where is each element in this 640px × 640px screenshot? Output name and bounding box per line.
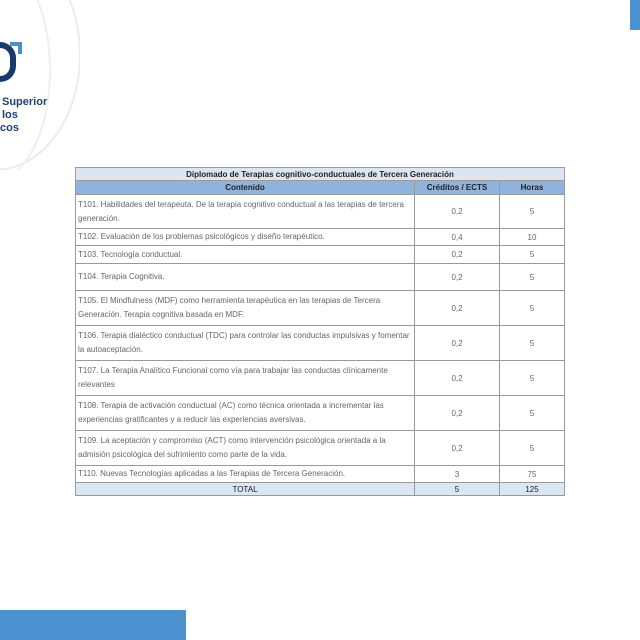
row-content: T106. Terapia dialéctico conductual (TDC) para controlar las conductas impulsivas y fomentar la autoaceptación. xyxy=(76,326,415,361)
row-credits: 0,2 xyxy=(415,396,500,431)
row-content: T107. La Terapia Analítico Funcional como vía para trabajar las conductas clínicamente relevantes xyxy=(76,361,415,396)
table-row xyxy=(76,291,565,326)
row-hours: 5 xyxy=(500,396,565,431)
footer-accent-bar xyxy=(0,610,186,640)
table-row xyxy=(76,229,565,246)
course-table xyxy=(75,167,565,496)
row-credits: 3 xyxy=(415,466,500,483)
logo-line: los xyxy=(2,109,18,121)
row-content: T109. La aceptación y compromiso (ACT) como intervención psicológica orientada a la admisión psicológica del sufrimiento como parte de la vida. xyxy=(76,431,415,466)
row-hours: 5 xyxy=(500,361,565,396)
row-content: T101. Habilidades del terapeuta. De la terapia cognitivo conductual a las terapias de tercera generación. xyxy=(76,195,415,229)
row-hours: 5 xyxy=(500,431,565,466)
header-content: Contenido xyxy=(76,181,415,195)
table-row xyxy=(76,361,565,396)
row-credits: 0,2 xyxy=(415,431,500,466)
row-content: T102. Evaluación de los problemas psicológicos y diseño terapéutico. xyxy=(76,229,415,246)
row-credits: 0,2 xyxy=(415,326,500,361)
total-credits: 5 xyxy=(415,483,500,496)
row-content: T103. Tecnología conductual. xyxy=(76,246,415,264)
row-hours: 75 xyxy=(500,466,565,483)
row-content: T108. Terapia de activación conductual (AC) como técnica orientada a incrementar las experiencias gratificantes y a reducir las experiencias aversivas. xyxy=(76,396,415,431)
table-row xyxy=(76,326,565,361)
table-row xyxy=(76,195,565,229)
table-title: Diplomado de Terapias cognitivo-conductuales de Tercera Generación xyxy=(76,168,565,181)
table-row xyxy=(76,466,565,483)
table-row xyxy=(76,396,565,431)
header-hours: Horas xyxy=(500,181,565,195)
logo-corner-icon xyxy=(10,42,22,54)
row-credits: 0,2 xyxy=(415,246,500,264)
total-hours: 125 xyxy=(500,483,565,496)
logo-line: Superior xyxy=(2,96,48,108)
row-credits: 0,2 xyxy=(415,195,500,229)
row-content: T110. Nuevas Tecnologías aplicadas a las Terapias de Tercera Generación. xyxy=(76,466,415,483)
row-credits: 0,2 xyxy=(415,264,500,291)
globe-decoration xyxy=(0,0,80,170)
row-hours: 5 xyxy=(500,195,565,229)
logo-line: cos xyxy=(0,122,19,134)
row-content: T105. El Mindfulness (MDF) como herramienta terapéutica en las terapias de Tercera Generación. Terapia cognitiva basada en MDF. xyxy=(76,291,415,326)
row-hours: 5 xyxy=(500,291,565,326)
row-credits: 0,4 xyxy=(415,229,500,246)
table-row xyxy=(76,264,565,291)
row-hours: 10 xyxy=(500,229,565,246)
table-row xyxy=(76,246,565,264)
header-credits: Créditos / ECTS xyxy=(415,181,500,195)
row-hours: 5 xyxy=(500,264,565,291)
row-credits: 0,2 xyxy=(415,361,500,396)
total-label: TOTAL xyxy=(76,483,415,496)
row-content: T104. Terapia Cognitiva. xyxy=(76,264,415,291)
table-row xyxy=(76,431,565,466)
corner-accent xyxy=(630,0,640,30)
row-hours: 5 xyxy=(500,326,565,361)
row-credits: 0,2 xyxy=(415,291,500,326)
row-hours: 5 xyxy=(500,246,565,264)
logo-text xyxy=(0,96,47,135)
